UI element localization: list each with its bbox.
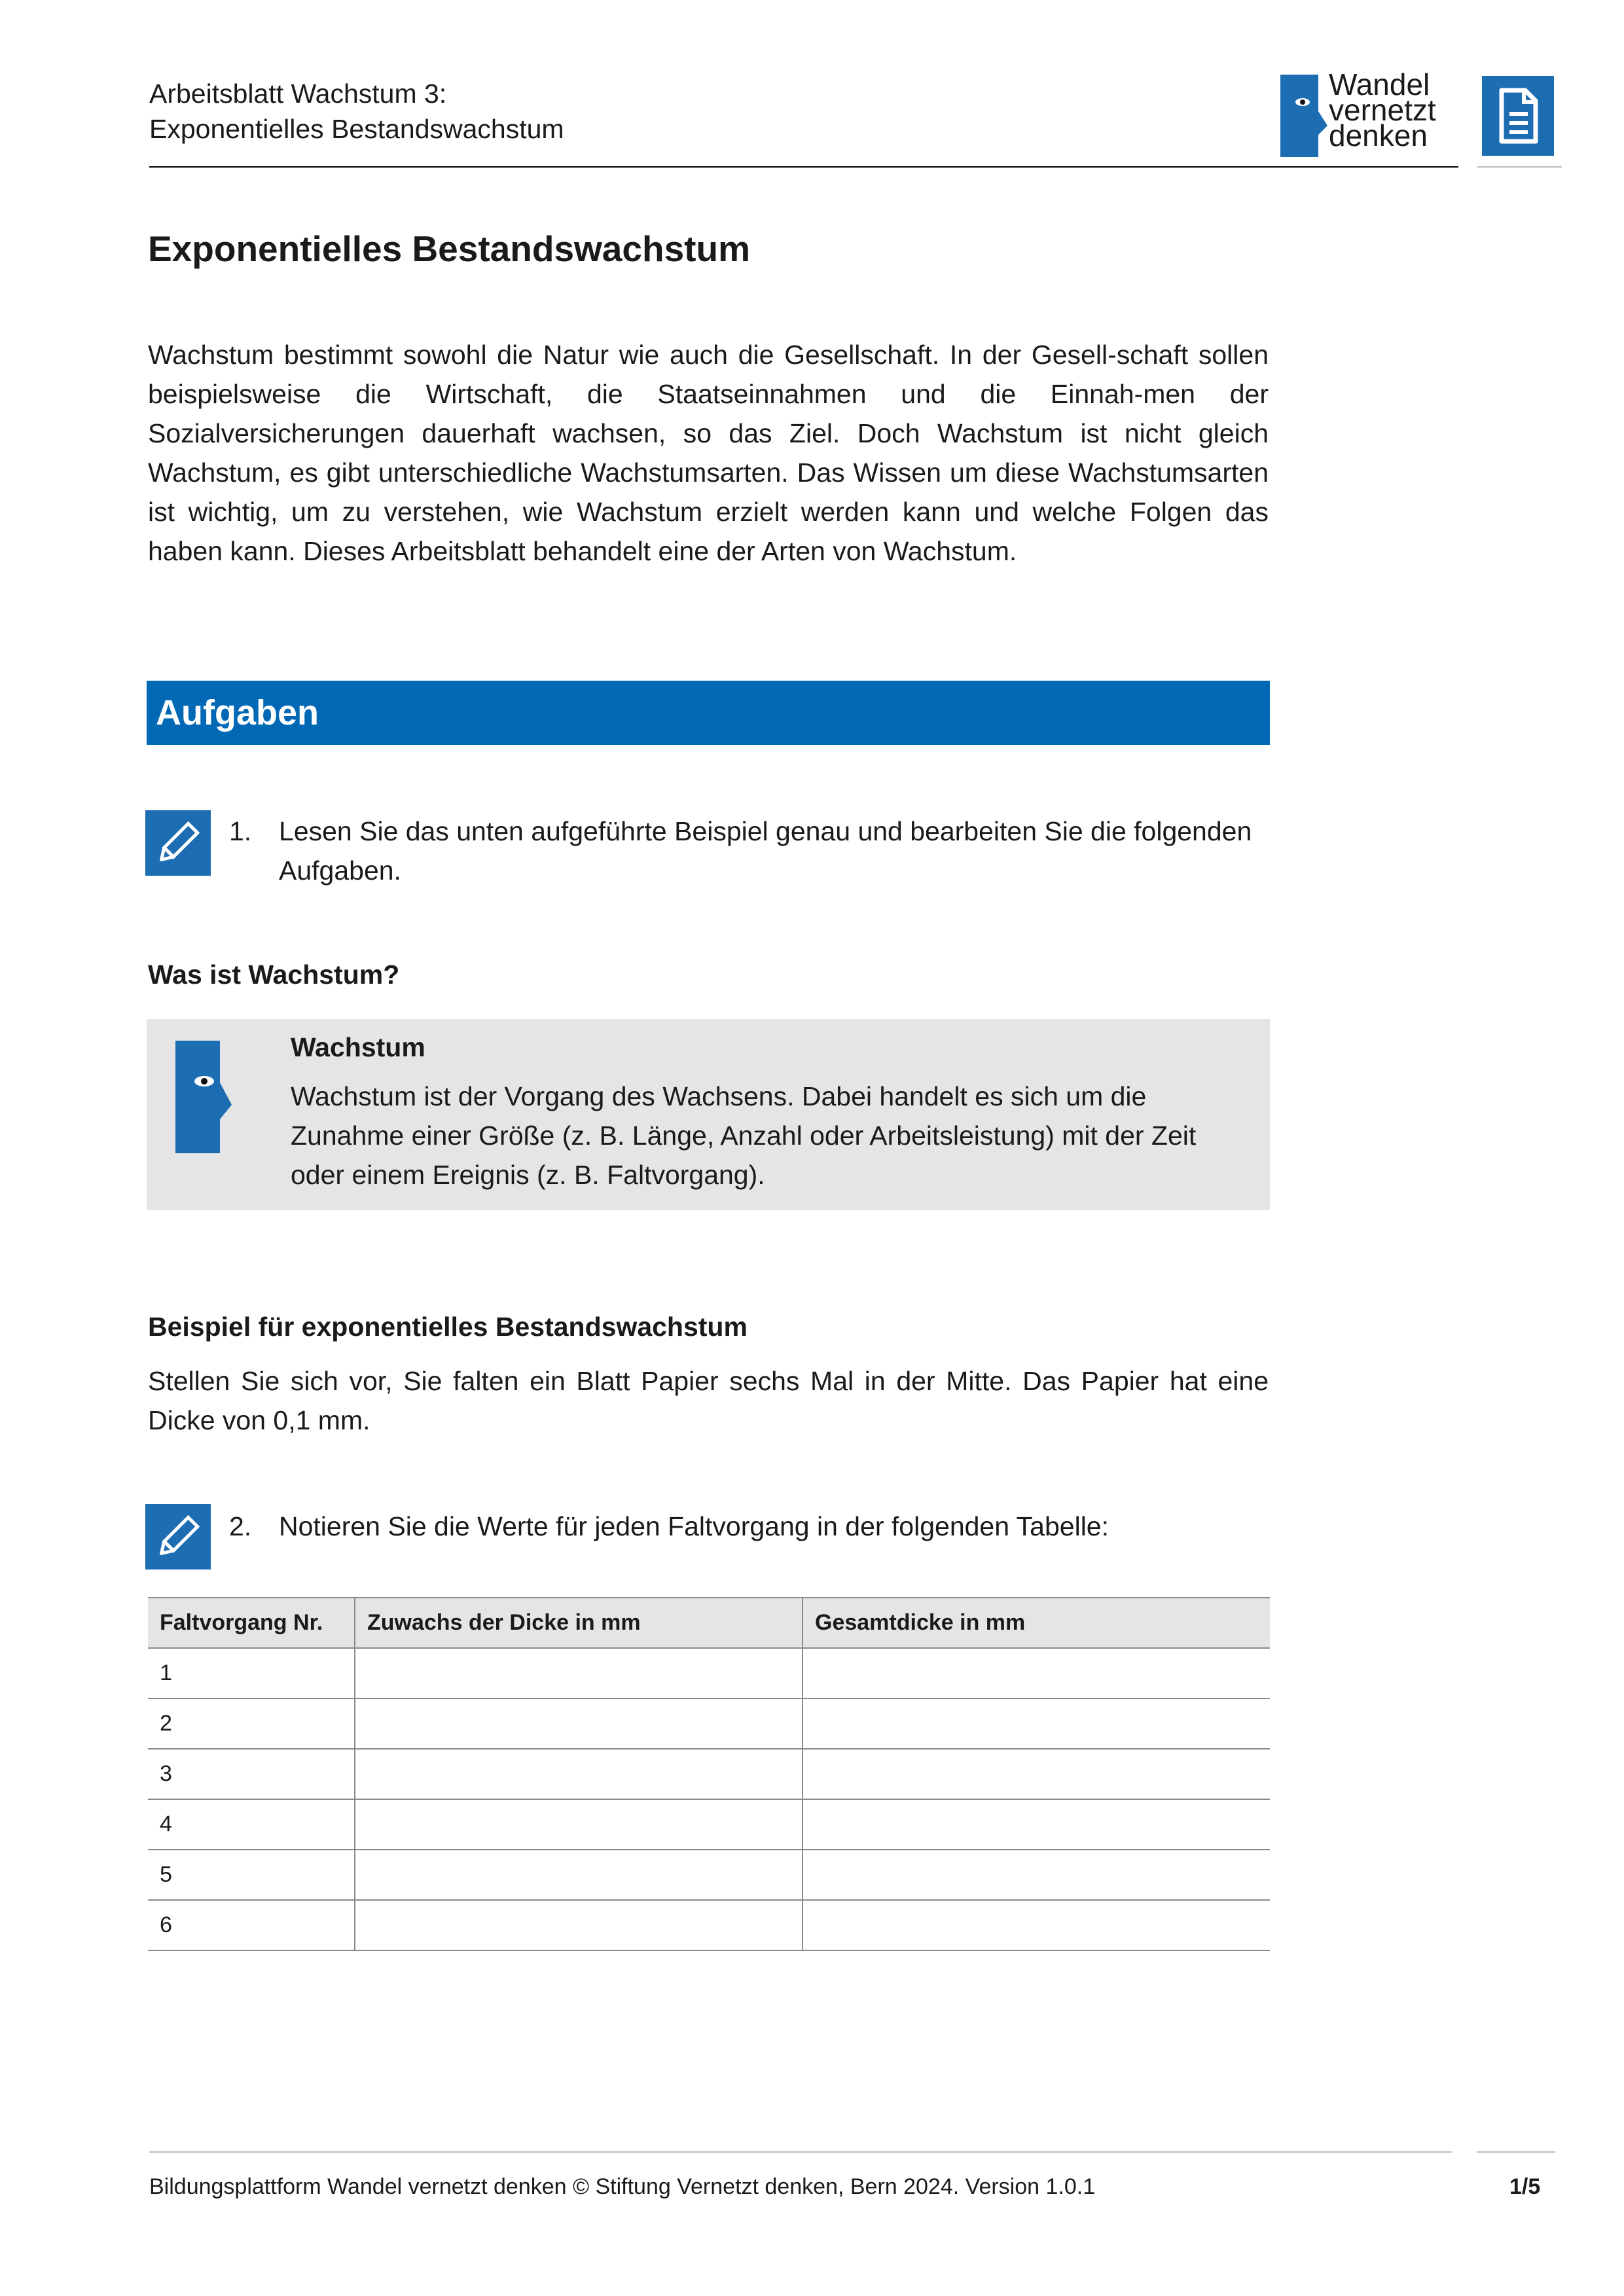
document-title <box>149 76 564 147</box>
fold-number-cell: 1 <box>148 1648 355 1698</box>
total-cell[interactable] <box>803 1900 1270 1950</box>
increase-cell[interactable] <box>355 1900 803 1950</box>
table-header-row <box>148 1598 1270 1648</box>
pencil-icon <box>145 810 211 876</box>
increase-cell[interactable] <box>355 1749 803 1799</box>
subheading-beispiel: Beispiel für exponentielles Bestandswachstum <box>148 1312 748 1342</box>
footer-text: Bildungsplattform Wandel vernetzt denken © Stiftung Vernetzt denken, Bern 2024. Version 1.0.1 <box>149 2174 1096 2199</box>
header-divider <box>149 166 1458 168</box>
definition-body: Wachstum ist der Vorgang des Wachsens. Dabei handelt es sich um die Zunahme einer Größe (z. B. Länge, Anzahl oder Arbeitsleistung) mit der Zeit oder einem Ereignis (z. B. Faltvorgang). <box>291 1081 1197 1190</box>
total-cell[interactable] <box>803 1799 1270 1850</box>
footer-divider <box>149 2151 1452 2153</box>
example-paragraph: Stellen Sie sich vor, Sie falten ein Blatt Papier sechs Mal in der Mitte. Das Papier hat eine Dicke von 0,1 mm. <box>148 1366 1269 1435</box>
fold-number-cell: 3 <box>148 1749 355 1799</box>
document-icon <box>1482 76 1554 156</box>
increase-cell[interactable] <box>355 1799 803 1850</box>
section-title: Aufgaben <box>156 693 319 732</box>
table-row <box>148 1799 1270 1850</box>
fold-number-cell: 6 <box>148 1900 355 1950</box>
column-header-faltvorgang: Faltvorgang Nr. <box>148 1598 355 1648</box>
logo-wordmark: Wandel vernetzt denken <box>1329 67 1436 152</box>
document-title-line2: Exponentielles Bestandswachstum <box>149 114 564 144</box>
table-row <box>148 1749 1270 1799</box>
table-row <box>148 1698 1270 1749</box>
task2-text: Notieren Sie die Werte für jeden Faltvorgang in der folgenden Tabelle: <box>279 1511 1109 1541</box>
increase-cell[interactable] <box>355 1698 803 1749</box>
subheading-was-ist-wachstum: Was ist Wachstum? <box>148 960 400 990</box>
increase-cell[interactable] <box>355 1850 803 1900</box>
fold-number-cell: 5 <box>148 1850 355 1900</box>
definition-title: Wachstum <box>291 1032 425 1062</box>
increase-cell[interactable] <box>355 1648 803 1698</box>
table-row <box>148 1648 1270 1698</box>
header-divider-short <box>1477 166 1562 168</box>
task1-number: 1. <box>229 816 252 846</box>
fold-number-cell: 2 <box>148 1698 355 1749</box>
column-header-zuwachs: Zuwachs der Dicke in mm <box>355 1598 803 1648</box>
intro-paragraph: Wachstum bestimmt sowohl die Natur wie auch die Gesellschaft. In der Gesell-schaft sollen beispielsweise die Wirtschaft, die Staatseinnahmen und die Einnah-men der Sozialversicherungen dauerhaft wachsen, so das Ziel. Doch Wachstum ist nicht gleich Wachstum, es gibt unterschiedliche Wachstumsarten. Das Wissen um diese Wachstumsarten ist wichtig, um zu verstehen, wie Wachstum erzielt werden kann und welche Folgen das haben kann. Dieses Arbeitsblatt behandelt eine der Arten von Wachstum. <box>148 340 1269 566</box>
footer-divider-short <box>1477 2151 1555 2153</box>
total-cell[interactable] <box>803 1648 1270 1698</box>
total-cell[interactable] <box>803 1749 1270 1799</box>
page-number: 1/5 <box>1509 2174 1541 2199</box>
total-cell[interactable] <box>803 1698 1270 1749</box>
fold-number-cell: 4 <box>148 1799 355 1850</box>
fold-table <box>148 1597 1270 1951</box>
total-cell[interactable] <box>803 1850 1270 1900</box>
table-row <box>148 1900 1270 1950</box>
table-row <box>148 1850 1270 1900</box>
profile-face-icon <box>175 1041 241 1153</box>
column-header-gesamtdicke: Gesamtdicke in mm <box>803 1598 1270 1648</box>
task2-number: 2. <box>229 1511 252 1541</box>
document-title-line1: Arbeitsblatt Wachstum 3: <box>149 79 447 109</box>
pencil-icon <box>145 1504 211 1570</box>
task1-text: Lesen Sie das unten aufgeführte Beispiel genau und bearbeiten Sie die folgenden Aufgaben. <box>279 816 1252 886</box>
page-title: Exponentielles Bestandswachstum <box>148 228 750 269</box>
